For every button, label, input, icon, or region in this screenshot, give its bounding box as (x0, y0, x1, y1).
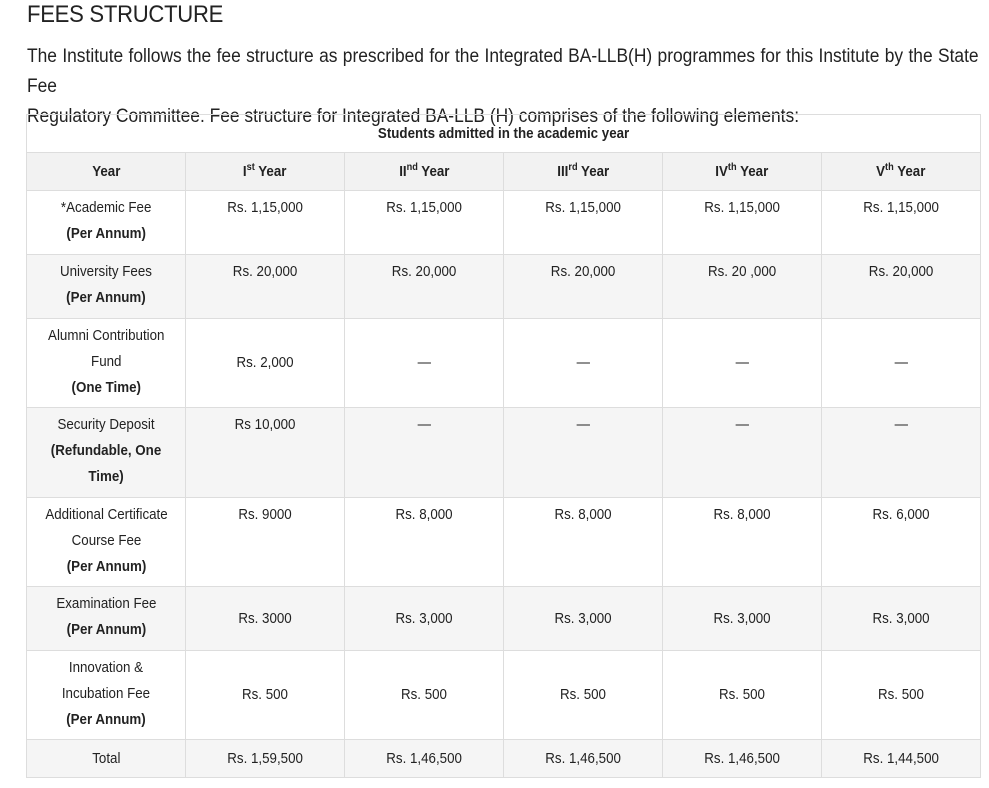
table-cell: — (663, 408, 822, 498)
header-year-1: Ist Year (186, 153, 345, 191)
table-cell: Rs. 1,15,000 (345, 191, 504, 255)
table-cell: — (822, 319, 981, 408)
table-cell: Rs. 500 (186, 651, 345, 740)
intro-line-1: The Institute follows the fee structure as prescribed for the Integrated BA-LLB(H) programmes for this Institute by the State Fee (27, 46, 979, 97)
table-cell: Rs. 20,000 (822, 255, 981, 319)
table-cell: Rs. 1,15,000 (186, 191, 345, 255)
table-cell: Rs. 500 (663, 651, 822, 740)
table-cell: Rs. 20 ,000 (663, 255, 822, 319)
table-cell: — (345, 408, 504, 498)
table-cell: — (504, 319, 663, 408)
table-cell: Rs. 500 (345, 651, 504, 740)
table-cell: Rs. 3,000 (822, 587, 981, 651)
total-cell: Rs. 1,46,500 (663, 740, 822, 778)
table-cell: Rs. 1,15,000 (822, 191, 981, 255)
row-label-university-fees: University Fees (Per Annum) (27, 255, 186, 319)
table-cell: Rs. 6,000 (822, 498, 981, 587)
table-row (27, 498, 981, 587)
table-cell: Rs. 3,000 (504, 587, 663, 651)
table-row (27, 255, 981, 319)
table-cell: Rs. 2,000 (186, 319, 345, 408)
table-caption: Students admitted in the academic year (27, 115, 981, 153)
table-cell: Rs. 8,000 (663, 498, 822, 587)
row-label-security-deposit: Security Deposit (Refundable, One Time) (27, 408, 186, 498)
header-year-3: IIIrd Year (504, 153, 663, 191)
table-caption-row (27, 115, 981, 153)
table-cell: Rs. 3000 (186, 587, 345, 651)
table-cell: Rs. 1,15,000 (504, 191, 663, 255)
table-cell: Rs. 3,000 (345, 587, 504, 651)
table-row (27, 191, 981, 255)
header-year-5: Vth Year (822, 153, 981, 191)
total-cell: Rs. 1,46,500 (504, 740, 663, 778)
total-label: Total (27, 740, 186, 778)
table-cell: Rs. 20,000 (504, 255, 663, 319)
row-label-academic-fee: *Academic Fee (Per Annum) (27, 191, 186, 255)
header-year: Year (27, 153, 186, 191)
table-cell: Rs. 20,000 (345, 255, 504, 319)
table-cell: Rs. 8,000 (345, 498, 504, 587)
intro-line-2: Regulatory Committee. Fee structure for Integrated BA-LLB (H) comprises of the following elements: (27, 106, 800, 127)
table-cell: Rs. 3,000 (663, 587, 822, 651)
header-year-2: IInd Year (345, 153, 504, 191)
header-year-4: IVth Year (663, 153, 822, 191)
row-label-examination-fee: Examination Fee (Per Annum) (27, 587, 186, 651)
table-cell: Rs. 8,000 (504, 498, 663, 587)
table-row (27, 651, 981, 740)
table-cell: Rs. 20,000 (186, 255, 345, 319)
total-cell: Rs. 1,59,500 (186, 740, 345, 778)
table-cell: — (345, 319, 504, 408)
table-row (27, 587, 981, 651)
row-label-alumni-fund: Alumni Contribution Fund (One Time) (27, 319, 186, 408)
page-title: FEES STRUCTURE (27, 1, 224, 28)
table-cell: Rs. 9000 (186, 498, 345, 587)
table-cell: Rs 10,000 (186, 408, 345, 498)
table-row (27, 319, 981, 408)
row-label-innovation-fee: Innovation & Incubation Fee (Per Annum) (27, 651, 186, 740)
table-total-row (27, 740, 981, 778)
table-cell: — (504, 408, 663, 498)
table-cell: Rs. 500 (504, 651, 663, 740)
table-cell: — (822, 408, 981, 498)
table-cell: Rs. 500 (822, 651, 981, 740)
table-row (27, 408, 981, 498)
total-cell: Rs. 1,44,500 (822, 740, 981, 778)
total-cell: Rs. 1,46,500 (345, 740, 504, 778)
table-cell: — (663, 319, 822, 408)
table-header-row (27, 153, 981, 191)
table-cell: Rs. 1,15,000 (663, 191, 822, 255)
fees-table (26, 114, 981, 778)
row-label-certificate-course-fee: Additional Certificate Course Fee (Per Annum) (27, 498, 186, 587)
